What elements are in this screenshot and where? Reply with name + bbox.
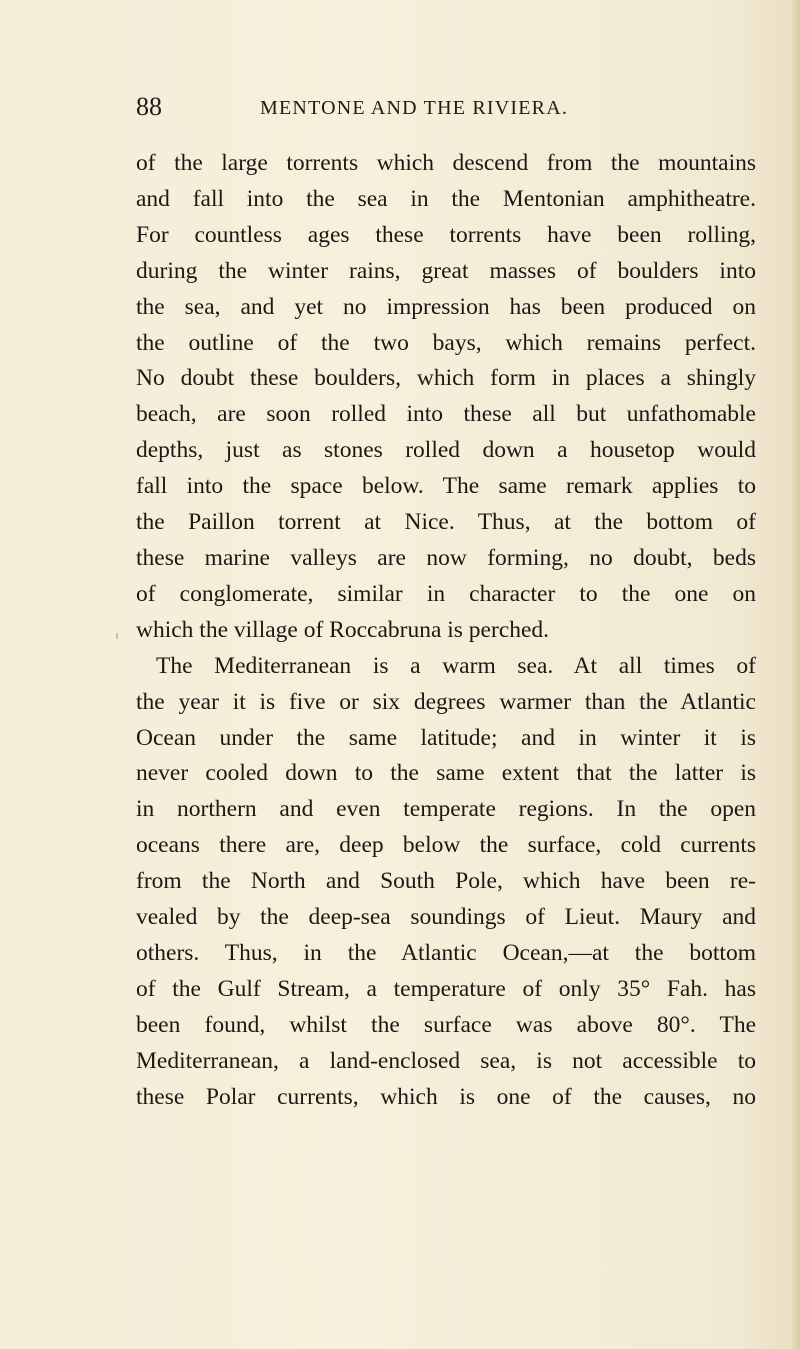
text-line: depths, just as stones rolled down a housetop would [136,437,756,464]
body-text [136,146,756,1115]
text-line: from the North and South Pole, which have been re- [136,868,756,895]
text-line: others. Thus, in the Atlantic Ocean,—at the bottom [136,939,756,966]
text-line: in northern and even temperate regions. In the open [136,796,756,823]
text-line: the sea, and yet no impression has been produced on [136,293,756,320]
text-line: No doubt these boulders, which form in places a shingly [136,365,756,392]
text-line: beach, are soon rolled into these all but unfathomable [136,401,756,428]
text-line: fall into the space below. The same remark applies to [136,473,756,500]
text-line: of conglomerate, similar in character to the one on [136,580,756,607]
text-line: never cooled down to the same extent that the latter is [136,760,756,787]
text-line: The Mediterranean is a warm sea. At all times of [156,652,756,679]
text-line: been found, whilst the surface was above 80°. The [136,1011,756,1038]
text-line: Mediterranean, a land-enclosed sea, is not accessible to [136,1047,756,1074]
text-line: the outline of the two bays, which remains perfect. [136,329,756,356]
text-line: these Polar currents, which is one of the causes, no [136,1083,756,1110]
text-line: oceans there are, deep below the surface, cold currents [136,832,756,859]
page-header [136,92,756,126]
text-line: Ocean under the same latitude; and in winter it is [136,724,756,751]
paper-speck [116,633,118,639]
text-line: the Paillon torrent at Nice. Thus, at the bottom of [136,509,756,536]
page-edge-shadow [792,0,800,1349]
running-head: MENTONE AND THE RIVIERA. [260,97,569,119]
page-number: 88 [136,92,162,121]
text-line: vealed by the deep-sea soundings of Lieut. Maury and [136,904,756,931]
text-line: the year it is five or six degrees warmer than the Atlantic [136,688,756,715]
text-line: and fall into the sea in the Mentonian amphitheatre. [136,185,756,212]
text-line: of the large torrents which descend from the mountains [136,150,756,176]
text-line: of the Gulf Stream, a temperature of only 35° Fah. has [136,975,756,1002]
text-line: these marine valleys are now forming, no doubt, beds [136,544,756,571]
text-line: during the winter rains, great masses of boulders into [136,257,756,284]
text-line: which the village of Roccabruna is perched. [136,616,550,643]
text-line: For countless ages these torrents have been rolling, [136,221,756,248]
